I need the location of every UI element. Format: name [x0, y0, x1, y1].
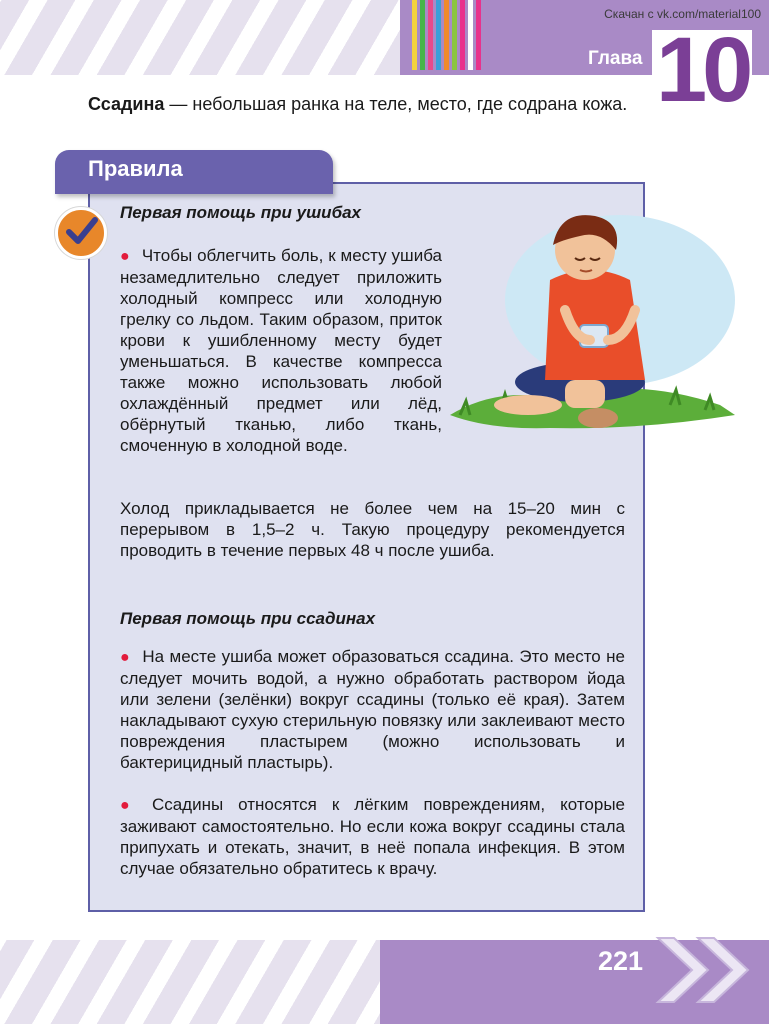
section-title-abrasions: Первая помощь при ссадинах [120, 609, 376, 628]
paragraph-bruise-cold-duration: Холод прикладывается не более чем на 15–20 мин с перерывом в 1,5–2 ч. Такую процедуру рекомендуется проводить в течение первых 48 ч после ушиба. [120, 499, 625, 560]
paragraph-abrasion-infection [120, 794, 625, 879]
rules-tab [55, 150, 333, 194]
section-title-bruises: Первая помощь при ушибах [120, 203, 362, 222]
paragraph-abrasion-treatment [120, 646, 625, 773]
definition [88, 93, 648, 115]
header-color-bars [412, 0, 481, 70]
paragraph-text: Ссадины относятся к лёгким повреждениям, которые заживают самостоятельно. Но если кожа вокруг ссадины стала припухать и отекать, значит, в неё попала инфекция. В этом случае обязательно обратитесь к врачу. [120, 795, 626, 878]
paragraph-bruise-compress [120, 245, 442, 456]
check-badge-icon [55, 207, 107, 259]
header-stripes [0, 0, 420, 75]
rules-tab-label: Правила [88, 156, 183, 181]
boy-with-cold-compress-illustration [440, 200, 740, 450]
definition-text: — небольшая ранка на теле, место, где содрана кожа. [164, 94, 628, 114]
paragraph-text: Чтобы облегчить боль, к месту ушиба незамедлительно следует приложить холодный компресс или холодную грелку со льдом. Таким образом, приток крови к ушибленному месту будет уменьшаться. В качестве компресса также можно использовать любой охлаждённый предмет или лёд, обёрнутый тканью, либо ткань, смоченную в холодной воде. [120, 246, 442, 455]
bullet-icon: ● [120, 797, 140, 814]
chevron-right-icon [650, 930, 760, 1010]
bullet-icon: ● [120, 649, 131, 666]
chapter-number: 10 [656, 19, 749, 121]
definition-term: Ссадина [88, 94, 165, 114]
watermark: Скачан с vk.com/material100 [604, 7, 761, 21]
chapter-label: Глава [588, 48, 643, 69]
page-number: 221 [598, 946, 644, 976]
footer-stripes [0, 940, 420, 1024]
bullet-icon: ● [120, 248, 130, 265]
paragraph-text: На месте ушиба может образоваться ссадина. Это место не следует мочить водой, а нужно обработать раствором йода или зелени (зелёнки) вокруг ссадины (только её края). Затем накладывают сухую стерильную повязку или заклеивают место повреждения пластырем (можно использовать и бактерицидный пластырь). [120, 647, 625, 772]
